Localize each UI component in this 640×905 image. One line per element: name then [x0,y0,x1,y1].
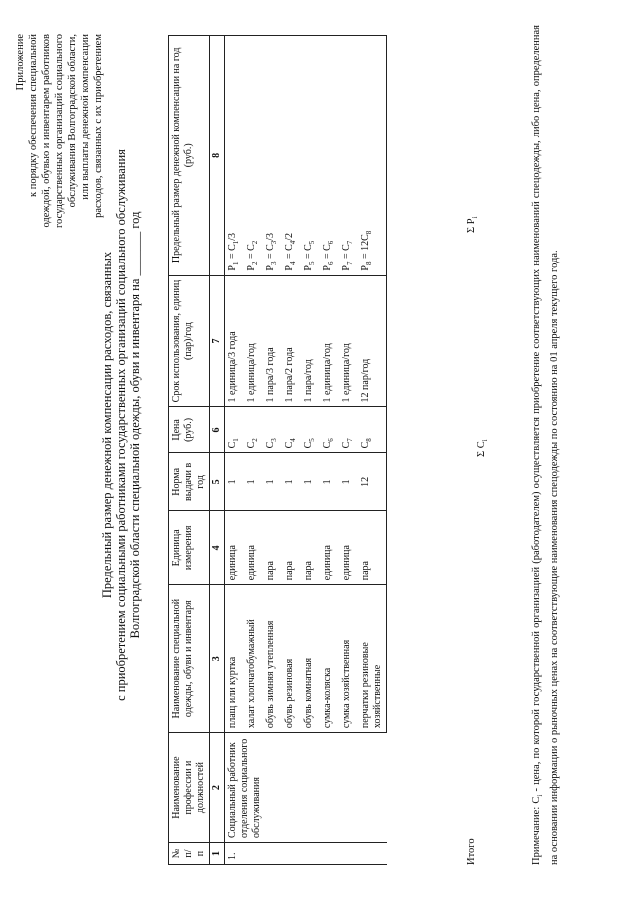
comp-divisor: /3 [227,232,238,241]
sum-comp-text: Σ P [466,218,477,233]
unit-value: единица [227,545,238,581]
norm-value: 1 [265,479,276,485]
price-cell [263,407,282,453]
term-cell [244,275,263,407]
item-cell [320,585,339,733]
price-subscript: 6 [327,438,335,442]
price-cell [301,407,320,453]
sum-price-text: Σ C [476,441,487,457]
term-cell [282,275,301,407]
profession-cell [225,733,387,843]
norm-value: 1 [284,479,295,485]
unit-cell [244,511,263,585]
norm-value: 1 [303,479,314,485]
unit-value: единица [322,545,333,581]
comp-equals: = C [246,244,257,262]
unit-cell [358,511,387,585]
norm-cell [301,453,320,511]
comp-subscript: 4 [289,261,297,266]
title-line: Предельный размер денежной компенсации расходов, связанных [100,251,114,599]
compensation-table [168,35,387,865]
item-name: обувь резиновая [284,658,295,729]
norm-cell [339,453,358,511]
price-subscript: 3 [270,438,278,442]
comp-equals-subscript: 1 [232,240,240,245]
col-header: Цена (руб.) [169,407,210,453]
comp-symbol: P [227,265,238,271]
price-symbol: C [303,441,314,449]
price-cell [339,407,358,453]
note-prefix: Примечание: C [531,796,542,865]
appendix-line: или выплаты денежной компенсации [80,34,91,200]
comp-symbol: P [265,265,276,271]
unit-value: пара [265,561,276,581]
term-value: 1 единица/год [341,343,352,403]
norm-cell [320,453,339,511]
compensation-cell [263,36,282,276]
norm-value: 12 [360,476,371,487]
comp-subscript: 8 [365,261,373,266]
price-symbol: C [265,441,276,449]
comp-equals: = C [284,244,295,262]
comp-symbol: P [341,265,352,271]
appendix-line: обслуживания Волгоградской области, [67,34,78,208]
item-cell [358,585,387,733]
comp-symbol: P [284,265,295,271]
table-header-row [169,36,210,865]
appendix-header [14,34,105,379]
price-subscript: 8 [365,438,373,442]
col-header: Единица измерения [169,511,210,585]
term-value: 1 единица/3 года [227,331,238,403]
footnote [530,25,561,865]
table-row [225,36,245,865]
item-name: халат хлопчатобумажный [246,619,257,729]
item-cell [244,585,263,733]
unit-cell [282,511,301,585]
appendix-line: к порядку обеспечения специальной [28,34,39,197]
profession-name: Социальный работник отделения социального обслуживания [227,738,262,839]
norm-value: 1 [341,479,352,485]
col-number: 6 [210,407,225,453]
totals-sum-comp [466,216,479,233]
item-name: плащ или куртка [227,656,238,729]
col-number: 8 [210,36,225,276]
comp-divisor: /2 [284,232,295,241]
comp-equals-subscript: 5 [308,240,316,245]
price-subscript: 1 [232,438,240,442]
norm-value: 1 [246,479,257,485]
norm-value: 1 [322,479,333,485]
comp-equals: = C [322,244,333,262]
totals-sum-price [476,439,489,457]
comp-subscript: 6 [327,261,335,266]
item-name: обувь зимняя утепленная [265,620,276,729]
comp-equals: = 12C [360,234,371,262]
compensation-cell [320,36,339,276]
col-number: 2 [210,733,225,843]
unit-cell [339,511,358,585]
unit-value: единица [246,545,257,581]
comp-symbol: P [246,265,257,271]
item-cell [301,585,320,733]
comp-equals: = C [227,244,238,262]
unit-value: пара [360,561,371,581]
comp-symbol: P [303,265,314,271]
column-number-row [210,36,225,865]
term-cell [225,275,245,407]
price-cell [282,407,301,453]
price-cell [244,407,263,453]
title-line: с приобретением социальными работниками государственных организаций социального обслуживания [114,149,128,701]
comp-equals: = C [303,244,314,262]
item-cell [263,585,282,733]
item-name: обувь комнатная [303,657,314,729]
norm-value: 1 [227,479,238,485]
price-symbol: C [284,441,295,449]
col-header: Наименование профессии и должностей [169,733,210,843]
comp-equals-subscript: 8 [365,230,373,235]
norm-cell [244,453,263,511]
price-subscript: 4 [289,438,297,442]
unit-cell [320,511,339,585]
term-cell [263,275,282,407]
norm-cell [263,453,282,511]
comp-subscript: 2 [251,261,259,266]
comp-symbol: P [360,265,371,271]
price-symbol: C [341,441,352,449]
col-number: 3 [210,585,225,733]
comp-equals-subscript: 7 [346,240,354,245]
price-subscript: 7 [346,438,354,442]
note-prefix-sub: i [536,794,545,797]
price-symbol: C [227,441,238,449]
norm-cell [225,453,245,511]
comp-equals: = C [341,244,352,262]
term-value: 1 единица/год [246,343,257,403]
price-symbol: C [360,441,371,449]
col-number: 7 [210,275,225,407]
item-cell [225,585,245,733]
document-title [100,35,142,815]
appendix-line: расходов, связанных с их приобретением [93,34,104,218]
price-cell [320,407,339,453]
item-cell [282,585,301,733]
comp-symbol: P [322,265,333,271]
item-name: перчатки резиновые хозяйственные [360,642,383,729]
appendix-line: одеждой, обувью и инвентарем работников [41,34,52,228]
item-name: сумка хозяйственная [341,639,352,729]
compensation-cell [225,36,245,276]
table-body [225,36,387,865]
norm-cell [358,453,387,511]
col-number: 5 [210,453,225,511]
comp-equals: = C [265,244,276,262]
item-cell [339,585,358,733]
term-value: 1 пара/год [303,359,314,403]
compensation-cell [339,36,358,276]
item-name: сумка-коляска [322,667,333,729]
comp-divisor: /3 [265,232,276,241]
col-header: Наименование специальной одежды, обуви и инвентаря [169,585,210,733]
compensation-cell [358,36,387,276]
compensation-cell [301,36,320,276]
row-number-cell [225,843,387,865]
term-value: 1 единица/год [322,343,333,403]
unit-cell [225,511,245,585]
col-number: 4 [210,511,225,585]
appendix-line: государственных организаций социального [54,34,65,228]
term-cell [301,275,320,407]
sum-price-sub: i [481,439,490,442]
price-cell [225,407,245,453]
col-header: № п/п [169,843,210,865]
comp-subscript: 1 [232,261,240,266]
col-header: Предельный размер денежной компенсации на год (руб.) [169,36,210,276]
totals-label: Итого [466,838,477,865]
compensation-cell [282,36,301,276]
norm-cell [282,453,301,511]
compensation-cell [244,36,263,276]
term-cell [339,275,358,407]
term-value: 1 пара/2 года [284,347,295,403]
term-cell [320,275,339,407]
col-header: Срок использования, единиц (пар)/год [169,275,210,407]
price-symbol: C [246,441,257,449]
comp-equals-subscript: 6 [327,240,335,245]
note-text: - цена, по которой государственной организацией (работодателем) осуществляется приобретение соответствующих наименований спецодежды, либо цена, определенная на основании информации о рыночных ценах на соответствующие наименования спецодежды по состоянию на 01 апреля текущего года. [531,25,560,865]
term-value: 12 пар/год [360,358,371,403]
price-symbol: C [322,441,333,449]
unit-value: единица [341,545,352,581]
price-subscript: 5 [308,438,316,442]
price-cell [358,407,387,453]
comp-subscript: 3 [270,261,278,266]
sum-comp-sub: i [471,216,480,219]
appendix-line: Приложение [15,34,26,91]
unit-value: пара [284,561,295,581]
term-value: 1 пара/3 года [265,347,276,403]
term-cell [358,275,387,407]
title-line: Волгоградской области специальной одежды, обуви и инвентаря на _______ год [128,211,142,639]
col-number: 1 [210,843,225,865]
comp-equals-subscript: 3 [270,240,278,245]
comp-equals-subscript: 2 [251,240,259,245]
row-number: 1. [227,852,238,860]
comp-subscript: 7 [346,261,354,266]
unit-cell [263,511,282,585]
col-header: Норма выдачи в год [169,453,210,511]
unit-cell [301,511,320,585]
price-subscript: 2 [251,438,259,442]
unit-value: пара [303,561,314,581]
comp-equals-subscript: 4 [289,240,297,245]
comp-subscript: 5 [308,261,316,266]
